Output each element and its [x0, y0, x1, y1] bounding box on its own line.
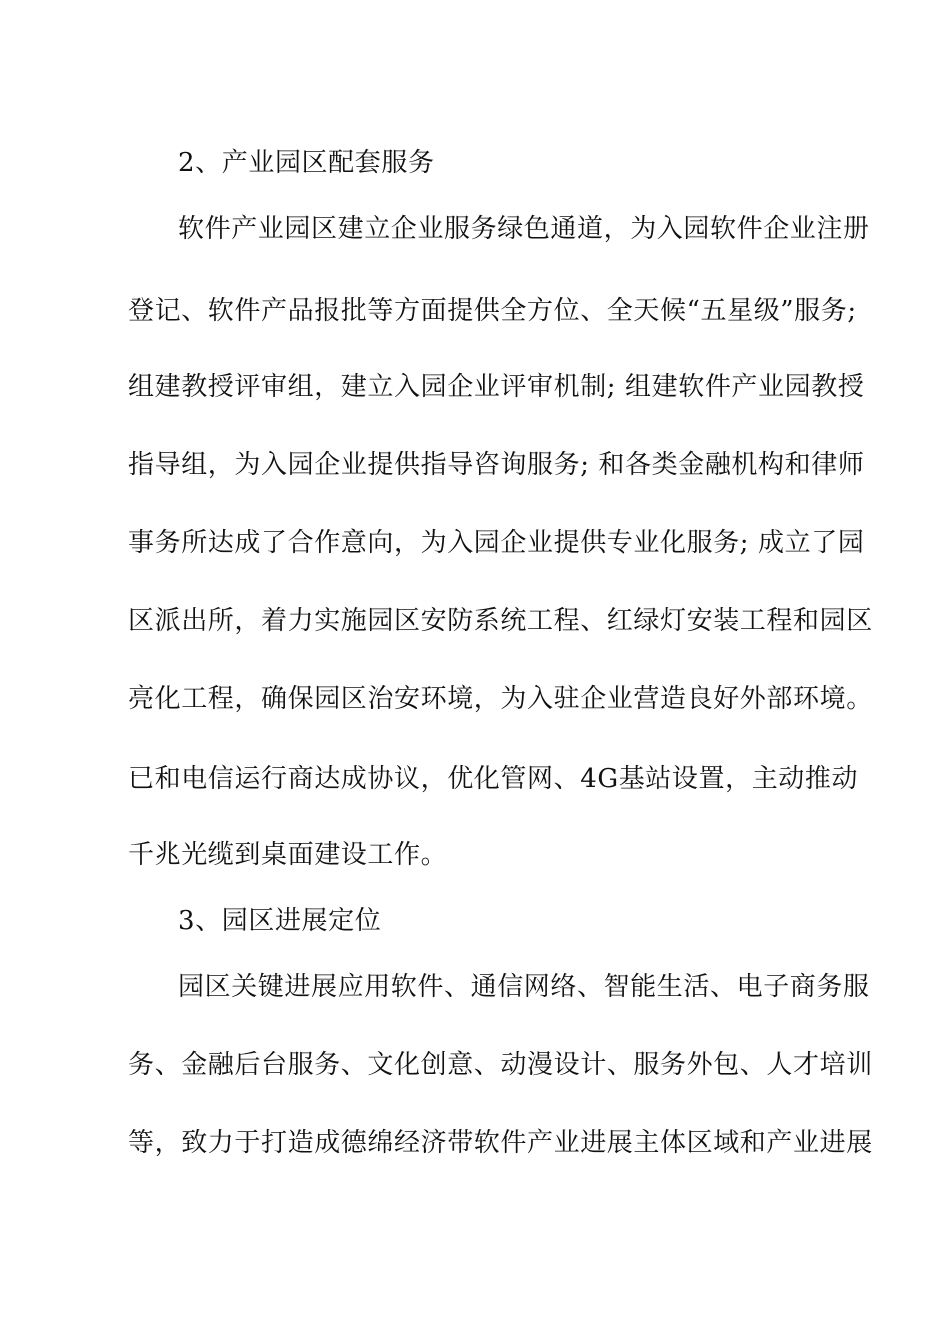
paragraph-line: 事务所达成了合作意向，为入园企业提供专业化服务; 成立了园 [128, 528, 865, 558]
section-heading-industrial-park-services: 2、产业园区配套服务 [178, 148, 435, 178]
paragraph-line: 园区关键进展应用软件、通信网络、智能生活、电子商务服 [178, 972, 870, 1002]
paragraph-line: 组建教授评审组，建立入园企业评审机制; 组建软件产业园教授 [128, 372, 865, 402]
paragraph-line: 软件产业园区建立企业服务绿色通道，为入园软件企业注册 [178, 214, 870, 244]
paragraph-line: 务、金融后台服务、文化创意、动漫设计、服务外包、人才培训 [128, 1050, 873, 1080]
paragraph-line: 千兆光缆到桌面建设工作。 [128, 840, 448, 870]
paragraph-line: 区派出所，着力实施园区安防系统工程、红绿灯安装工程和园区 [128, 606, 873, 636]
paragraph-line: 已和电信运行商达成协议，优化管网、4G基站设置，主动推动 [128, 764, 859, 794]
paragraph-line: 亮化工程，确保园区治安环境，为入驻企业营造良好外部环境。 [128, 684, 873, 714]
section-heading-park-positioning: 3、园区进展定位 [178, 906, 382, 936]
paragraph-line: 登记、软件产品报批等方面提供全方位、全天候“五星级”服务; [128, 296, 857, 326]
paragraph-line: 等，致力于打造成德绵经济带软件产业进展主体区域和产业进展 [128, 1128, 873, 1158]
paragraph-line: 指导组，为入园企业提供指导咨询服务; 和各类金融机构和律师 [128, 450, 865, 480]
